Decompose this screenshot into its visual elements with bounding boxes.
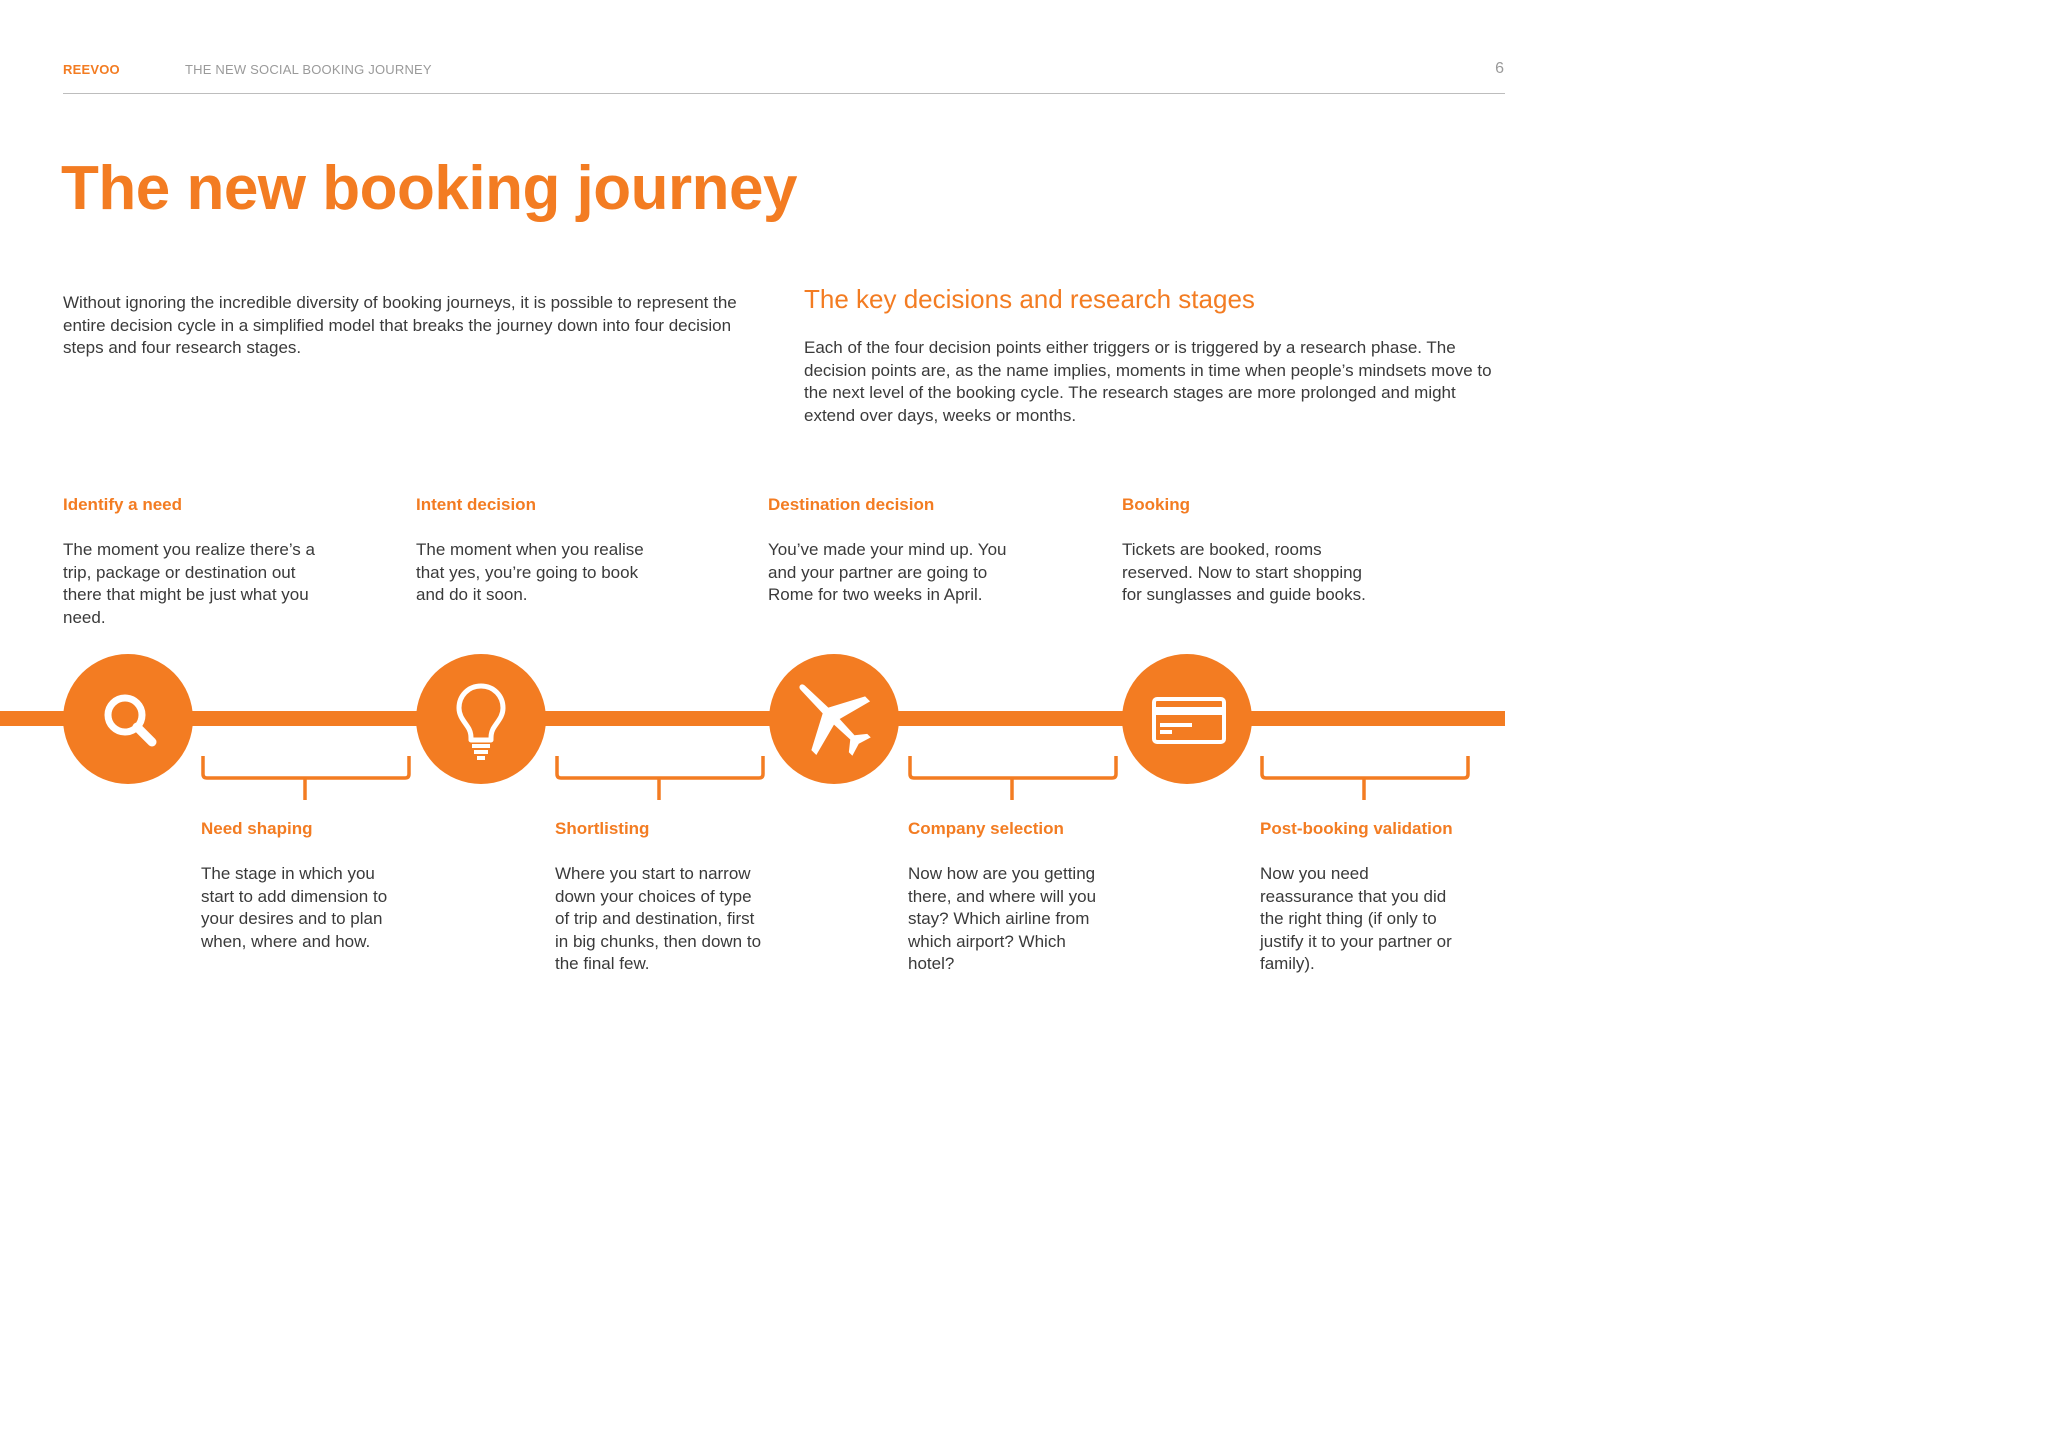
document-title: THE NEW SOCIAL BOOKING JOURNEY — [185, 62, 432, 77]
decision-heading-identify-need: Identify a need — [63, 495, 183, 514]
decision-circle-booking — [1122, 654, 1252, 784]
brand-label: REEVOO — [63, 62, 120, 77]
decision-text-identify-need: The moment you realize there’s a trip, package or destination out there that might be just what you need. — [63, 540, 315, 627]
page-number: 6 — [1495, 60, 1504, 77]
decision-circle-intent — [416, 654, 546, 784]
stage-text-shortlisting: Where you start to narrow down your choices of type of trip and destination, first in big chunks, then down to the final few. — [555, 864, 762, 973]
stage-text-company-selection: Now how are you getting there, and where will you stay? Which airline from which airport? Which hotel? — [908, 864, 1097, 973]
stage-text-need-shaping: The stage in which you start to add dimension to your desires and to plan when, where and how. — [201, 864, 388, 951]
airplane-icon — [769, 654, 899, 784]
stage-bracket-company-selection — [907, 754, 1119, 802]
decision-circle-destination — [769, 654, 899, 784]
header-divider — [63, 93, 1505, 94]
decision-circle-identify-need — [63, 654, 193, 784]
decision-heading-intent: Intent decision — [416, 495, 536, 514]
stage-bracket-shortlisting — [554, 754, 766, 802]
stage-heading-company-selection: Company selection — [908, 819, 1064, 838]
stage-heading-shortlisting: Shortlisting — [555, 819, 650, 838]
credit-card-icon — [1122, 654, 1252, 784]
stage-heading-post-booking: Post-booking validation — [1260, 819, 1453, 838]
page-title: The new booking journey — [61, 154, 797, 223]
key-decisions-paragraph: Each of the four decision points either triggers or is triggered by a research phase. The decision points are, as the name implies, moments in time when people’s mindsets move to the next level of the booking cycle. The research stages are more prolonged and might extend over days, weeks or months. — [804, 338, 1492, 425]
stage-heading-need-shaping: Need shaping — [201, 819, 313, 838]
stage-text-post-booking: Now you need reassurance that you did the right thing (if only to justify it to your partner or family). — [1260, 864, 1452, 973]
search-icon — [63, 654, 193, 784]
decision-text-destination: You’ve made your mind up. You and your partner are going to Rome for two weeks in April. — [768, 540, 1007, 604]
decision-heading-destination: Destination decision — [768, 495, 935, 514]
timeline-bar — [0, 711, 1505, 726]
decision-text-booking: Tickets are booked, rooms reserved. Now to start shopping for sunglasses and guide books. — [1122, 540, 1366, 604]
intro-paragraph: Without ignoring the incredible diversity of booking journeys, it is possible to represent the entire decision cycle in a simplified model that breaks the journey down into four decision steps and four research stages. — [63, 293, 737, 357]
decision-heading-booking: Booking — [1122, 495, 1190, 514]
stage-bracket-post-booking — [1259, 754, 1471, 802]
decision-text-intent: The moment when you realise that yes, you’re going to book and do it soon. — [416, 540, 644, 604]
key-decisions-heading: The key decisions and research stages — [804, 284, 1255, 314]
stage-bracket-need-shaping — [200, 754, 412, 802]
lightbulb-icon — [416, 654, 546, 784]
